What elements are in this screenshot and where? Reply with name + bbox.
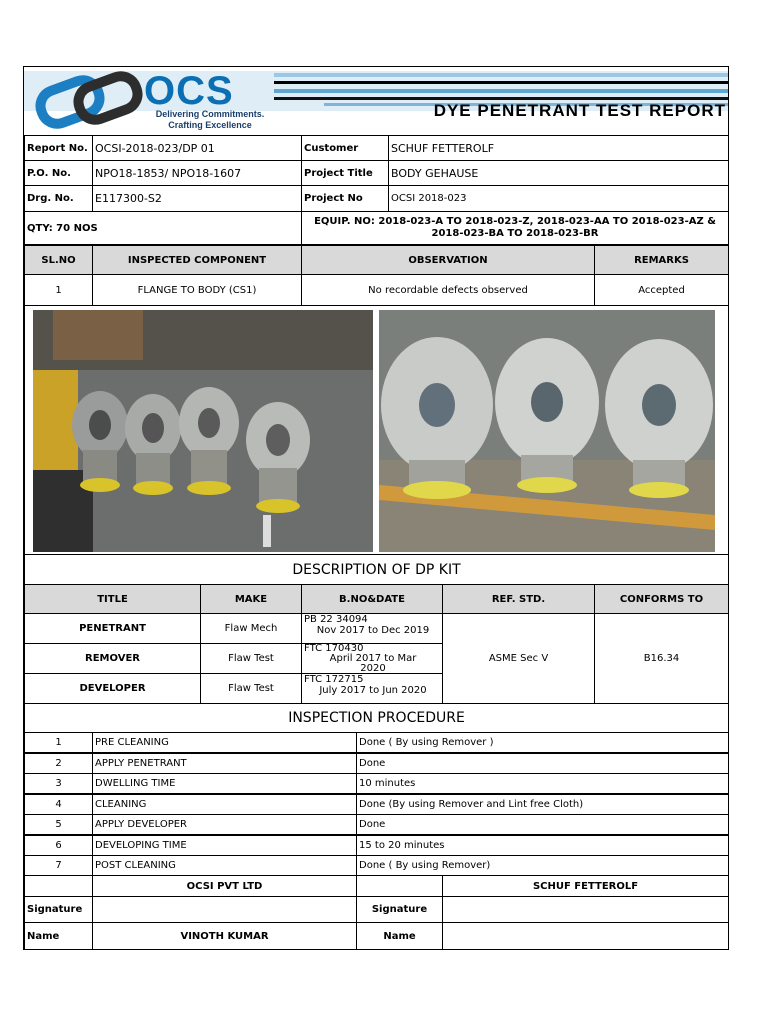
col-header-slno: SL.NO — [24, 245, 93, 275]
company-tagline — [142, 109, 278, 131]
procedure-step-result: Done ( By using Remover) — [356, 855, 729, 876]
signoff-party2: SCHUF FETTEROLF — [442, 875, 729, 897]
procedure-step-name: CLEANING — [92, 794, 357, 815]
kit-ref-std: ASME Sec V — [442, 613, 595, 704]
procedure-step-name: POST CLEANING — [92, 855, 357, 876]
flange-photo-1 — [33, 310, 373, 552]
po-value: NPO18-1853/ NPO18-1607 — [92, 160, 302, 186]
report-no-value: OCSI-2018-023/DP 01 — [92, 135, 302, 161]
po-label: P.O. No. — [24, 160, 93, 186]
kit-row-title: DEVELOPER — [24, 673, 201, 704]
name-label: Name — [24, 922, 93, 950]
procedure-step-number: 1 — [24, 732, 93, 753]
procedure-step-number: 7 — [24, 855, 93, 876]
kit-row-bno — [301, 643, 443, 674]
drg-label: Drg. No. — [24, 185, 93, 212]
kit-row-bno-number: FTC 172715 — [304, 674, 364, 685]
kit-row-make: Flaw Test — [200, 643, 302, 674]
kit-row-bno-number: PB 22 34094 — [304, 614, 368, 625]
signature-field-2[interactable] — [442, 896, 729, 923]
equip-line2: 2018-023-BA TO 2018-023-BR — [431, 228, 599, 239]
report-sheet — [23, 66, 729, 950]
tagline-line2: Crafting Excellence — [168, 120, 252, 130]
report-title: DYE PENETRANT TEST REPORT — [433, 101, 726, 120]
procedure-heading: INSPECTION PROCEDURE — [24, 703, 729, 733]
procedure-step-number: 4 — [24, 794, 93, 815]
project-no-value: OCSI 2018-023 — [388, 185, 729, 212]
procedure-step-name: DWELLING TIME — [92, 773, 357, 794]
chain-logo-icon — [34, 71, 144, 135]
signature-label: Signature — [356, 896, 443, 923]
row-observation: No recordable defects observed — [301, 274, 595, 306]
name-field-2[interactable] — [442, 922, 729, 950]
signoff-blank — [24, 875, 93, 897]
row-remarks: Accepted — [594, 274, 729, 306]
equip-line1: EQUIP. NO: 2018-023-A TO 2018-023-Z, 2018-023-AA TO 2018-023-AZ & — [314, 216, 716, 227]
procedure-step-name: APPLY DEVELOPER — [92, 814, 357, 835]
kit-row-bno-date: Nov 2017 to Dec 2019 — [316, 625, 430, 636]
procedure-step-number: 2 — [24, 753, 93, 774]
kit-row-bno — [301, 613, 443, 644]
customer-value: SCHUF FETTEROLF — [388, 135, 729, 161]
project-title-label: Project Title — [301, 160, 389, 186]
equipment-numbers — [301, 211, 729, 245]
kit-row-bno — [301, 673, 443, 704]
procedure-step-name: DEVELOPING TIME — [92, 835, 357, 856]
dp-kit-heading: DESCRIPTION OF DP KIT — [24, 554, 729, 585]
col-header-observation: OBSERVATION — [301, 245, 595, 275]
name-label: Name — [356, 922, 443, 950]
procedure-step-result: 15 to 20 minutes — [356, 835, 729, 856]
kit-col-refstd: REF. STD. — [442, 584, 595, 614]
signoff-party1: OCSI PVT LTD — [92, 875, 357, 897]
kit-conforms-to: B16.34 — [594, 613, 729, 704]
signature-label: Signature — [24, 896, 93, 923]
kit-row-title: PENETRANT — [24, 613, 201, 644]
tagline-line1: Delivering Commitments. — [155, 109, 265, 119]
procedure-step-number: 3 — [24, 773, 93, 794]
procedure-step-result: 10 minutes — [356, 773, 729, 794]
row-component: FLANGE TO BODY (CS1) — [92, 274, 302, 306]
qty: QTY: 70 NOS — [24, 211, 302, 245]
report-no-label: Report No. — [24, 135, 93, 161]
procedure-step-name: PRE CLEANING — [92, 732, 357, 753]
kit-row-make: Flaw Mech — [200, 613, 302, 644]
procedure-step-number: 6 — [24, 835, 93, 856]
kit-row-make: Flaw Test — [200, 673, 302, 704]
kit-col-make: MAKE — [200, 584, 302, 614]
kit-row-bno-date: July 2017 to Jun 2020 — [319, 685, 427, 696]
signature-field-1[interactable] — [92, 896, 357, 923]
procedure-step-result: Done — [356, 814, 729, 835]
project-title-value: BODY GEHAUSE — [388, 160, 729, 186]
col-header-remarks: REMARKS — [594, 245, 729, 275]
col-header-component: INSPECTED COMPONENT — [92, 245, 302, 275]
report-header — [24, 67, 728, 135]
procedure-step-name: APPLY PENETRANT — [92, 753, 357, 774]
kit-col-title: TITLE — [24, 584, 201, 614]
procedure-step-result: Done ( By using Remover ) — [356, 732, 729, 753]
project-no-label: Project No — [301, 185, 389, 212]
company-logo-text: OCS — [144, 69, 234, 113]
kit-col-conforms: CONFORMS TO — [594, 584, 729, 614]
flange-photo-2 — [379, 310, 715, 552]
customer-label: Customer — [301, 135, 389, 161]
row-slno: 1 — [24, 274, 93, 306]
kit-col-bno: B.NO&DATE — [301, 584, 443, 614]
procedure-step-result: Done (By using Remover and Lint free Cloth) — [356, 794, 729, 815]
signoff-blank — [356, 875, 443, 897]
procedure-step-number: 5 — [24, 814, 93, 835]
drg-value: E117300-S2 — [92, 185, 302, 212]
name-value-1: VINOTH KUMAR — [92, 922, 357, 950]
procedure-step-result: Done — [356, 753, 729, 774]
kit-row-title: REMOVER — [24, 643, 201, 674]
kit-row-bno-number: FTC 170430 — [304, 643, 364, 654]
kit-row-bno-date: April 2017 to Mar 2020 — [329, 653, 417, 674]
